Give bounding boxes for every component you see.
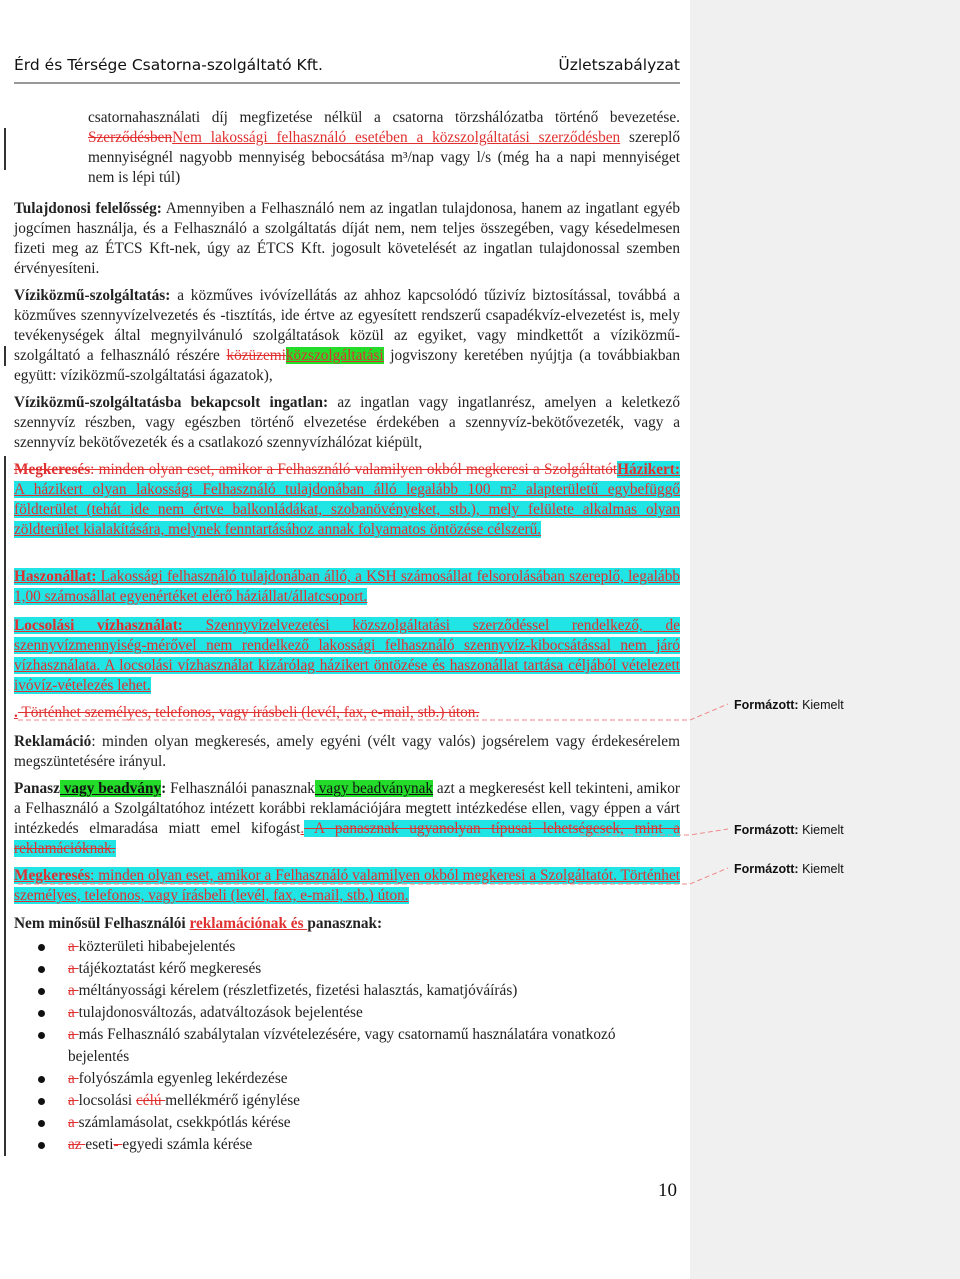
deleted-term: Megkeresés xyxy=(14,461,91,478)
paragraph-grievance: Panasz vagy beadvány: Felhasználói panasznak vagy beadványnak azt a megkeresést kell tekinteni, amikor a Felhasználó a Szolgáltatóhoz intézett korábbi reklamációjára megtett intézkedése ellen, vagy éppen a várt intézkedés elmaradása miatt emel kifogást. A panasznak ugyanolyan típusai lehetségesek, mint a reklamációknak. xyxy=(14,780,681,857)
inserted-text: Nem lakossági felhasználó esetében a közszolgáltatási szerződésben xyxy=(172,129,621,146)
deleted-text: Történhet személyes, telefonos, vagy írásbeli (levél, fax, e-mail, stb.) úton. xyxy=(17,704,480,721)
paragraph-complaint-claim: Reklamáció: minden olyan megkeresés, amely egyéni (vélt vagy valós) jogsérelem vagy érdekesérelem megszüntetésére irányul. xyxy=(14,733,680,770)
paragraph-excess-discharge: csatornahasználati díj megfizetése nélkül a csatorna törzshálózatba történő bevezetése. SzerződésbenNem lakossági felhasználó esetében a közszolgáltatási szerződésben szereplő mennyiségnél nagyobb mennyiség bebocsátása m³/nap vagy l/s (még ha a napi mennyiséget nem is lépi túl) xyxy=(88,109,680,186)
page-number: 10 xyxy=(658,1180,677,1201)
format-comment-balloon[interactable]: Formázott: Kiemelt xyxy=(728,859,930,879)
term: Tulajdonosi felelősség: xyxy=(14,200,162,217)
term: Panasz xyxy=(14,780,60,797)
format-comment-balloon[interactable]: Formázott: Kiemelt xyxy=(728,695,930,715)
paragraph-not-complaint-heading: Nem minősül Felhasználói reklamációnak és panasznak: xyxy=(14,915,383,932)
list-item: a számlamásolat, csekkpótlás kérése xyxy=(14,1112,680,1134)
inserted-text: közszolgáltatási xyxy=(285,347,384,364)
list-item: az eseti- egyedi számla kérése xyxy=(14,1134,680,1156)
inserted-text: vagy beadványnak xyxy=(314,780,434,797)
inserted-text: Lakossági felhasználó tulajdonában álló, a KSH számosállat felsorolásában szereplő, legalább 1,00 számosállat egyenértéket elérő háziállat/állatcsoport. xyxy=(14,568,680,605)
inserted-text: Szennyvízelvezetési közszolgáltatási szerződéssel rendelkező, de szennyvízmennyiség-mérővel nem rendelkező lakossági felhasználó szennyvíz-kibocsátással nem járó vízhasználata. A locsolási vízhasználat kizárólag házikert öntözése és haszonállat tartása céljából vételezett ivóvíz-vételezés lehet. xyxy=(14,617,680,694)
term: Víziközmű-szolgáltatás: xyxy=(14,287,171,304)
list-item: a locsolási célú mellékmérő igénylése xyxy=(14,1090,680,1112)
list-item: a más Felhasználó szabálytalan vízvételezésére, vagy csatornamű használatára vonatkozó bejelentés xyxy=(14,1024,680,1068)
deleted-text: Szerződésben xyxy=(88,129,173,146)
leader-line-3 xyxy=(18,868,728,884)
inserted-text: : minden olyan eset, amikor a Felhasználó valamilyen okból megkeresi a Szolgáltatót. Történhet személyes, telefonos, vagy írásbeli (levél, fax, e-mail, stb.) úton. xyxy=(14,867,680,904)
term: Reklamáció xyxy=(14,733,92,750)
list-item: a tájékoztatást kérő megkeresés xyxy=(14,958,680,980)
leader-line-1 xyxy=(18,704,728,720)
list-item: a tulajdonosváltozás, adatváltozások bejelentése xyxy=(14,1002,680,1024)
inserted-term: Locsolási vízhasználat: xyxy=(14,617,183,634)
leader-line-2 xyxy=(580,829,728,835)
format-comment-balloon[interactable]: Formázott: Kiemelt xyxy=(728,820,930,840)
inserted-term: Haszonállat: xyxy=(14,568,97,585)
inserted-term: Megkeresés xyxy=(14,867,91,884)
paragraph-owner-liability: Tulajdonosi felelősség: Amennyiben a Felhasználó nem az ingatlan tulajdonosa, hanem az ingatlant egyéb jogcímen használja, és a Felhasználó a szolgáltatás díját nem, nem teljes összegében, vagy késedelmesen fizeti meg az ÉTCS Kft-nek, úgy az ÉTCS Kft. jogosult követelését az ingatlan tulajdonossal szemben érvényesíteni. xyxy=(14,200,680,277)
inserted-text: A házikert olyan lakossági Felhasználó tulajdonában álló legalább 100 m² alapterületű egybefüggő földterület (tehát ide nem értve balkonládákat, szobanövényeket, stb.), mely felülete alkalmas olyan zöldterület kialakítására, melynek fenntartásához annak folyamatos öntözése célszerű. xyxy=(14,481,680,538)
list-item: a közterületi hibabejelentés xyxy=(14,936,680,958)
deleted-text: közüzemi xyxy=(226,347,286,364)
paragraph-connected-property: Víziközmű-szolgáltatásba bekapcsolt ingatlan: az ingatlan vagy ingatlanrész, amelyen a keletkező szennyvíz részben, vagy egészben történő elvezetése érdekében a szennyvíz-bekötővezeték, vagy a szennyvíz bekötővezeték és a csatlakozó szennyvízhálózat kiépült, xyxy=(14,394,680,451)
deleted-text: A panasznak ugyanolyan típusai lehetségesek, mint a reklamációknak. xyxy=(14,820,681,857)
inserted-text: reklamációnak és xyxy=(189,915,308,932)
inserted-mark: . xyxy=(300,820,305,837)
inserted-term: Házikert: xyxy=(617,461,680,478)
term: Víziközmű-szolgáltatásba bekapcsolt ingatlan: xyxy=(14,394,329,411)
list-item: a folyószámla egyenleg lekérdezése xyxy=(14,1068,680,1090)
inserted-text: vagy beadvány xyxy=(59,780,162,797)
paragraph-utility-service: Víziközmű-szolgáltatás: a közműves ivóvízellátás az ahhoz kapcsolódó tűzivíz biztosítással, továbbá a közműves szennyvízelvezetés és -tisztítás, ide értve az egyesített rendszerű csapadékvíz-elvezetést is, mely tevékenységek által megnyilvánuló szolgáltatások közül az egyiket, vagy mindkettőt a víziközmű-szolgáltató a felhasználó részére közüzemiközszolgáltatási jogviszony keretében nyújtja (a továbbiakban együtt: víziközmű-szolgáltatási ágazatok), xyxy=(14,287,680,384)
deleted-text: : minden olyan eset, amikor a Felhasználó valamilyen okból megkeresi a Szolgáltatót xyxy=(90,461,618,478)
header-company: Érd és Térsége Csatorna-szolgáltató Kft. xyxy=(14,56,323,74)
list-item: a méltányossági kérelem (részletfizetés, fizetési halasztás, kamatjóváírás) xyxy=(14,980,680,1002)
inserted-mark: . xyxy=(14,704,18,721)
header-doc-title: Üzletszabályzat xyxy=(558,56,680,74)
